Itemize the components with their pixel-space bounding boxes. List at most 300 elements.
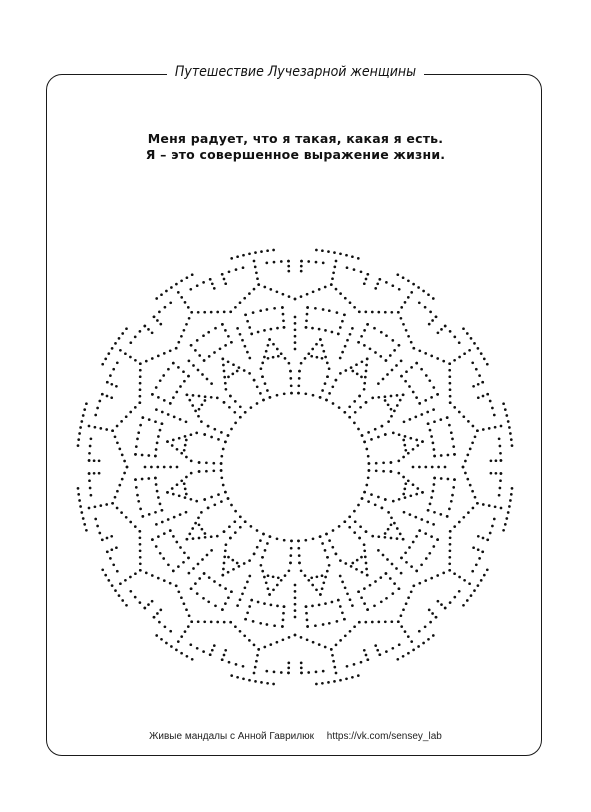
mandala-dot bbox=[482, 428, 485, 431]
mandala-dot bbox=[450, 500, 453, 503]
mandala-dot bbox=[297, 384, 300, 387]
mandala-dot bbox=[239, 333, 242, 336]
mandala-dot bbox=[244, 313, 247, 316]
mandala-dot bbox=[420, 413, 423, 416]
mandala-dot bbox=[116, 441, 119, 444]
mandala-dot bbox=[404, 301, 407, 304]
mandala-dot bbox=[357, 257, 360, 260]
mandala-dot bbox=[248, 372, 251, 375]
mandala-dot bbox=[294, 634, 297, 637]
mandala-dot bbox=[164, 306, 167, 309]
mandala-dot bbox=[282, 638, 285, 641]
mandala-dot bbox=[184, 444, 187, 447]
mandala-dot bbox=[333, 680, 336, 683]
mandala-dot bbox=[477, 383, 480, 386]
mandala-dot bbox=[236, 676, 239, 679]
mandala-dot bbox=[169, 349, 172, 352]
mandala-dot bbox=[239, 526, 242, 529]
mandala-dot bbox=[339, 326, 342, 329]
mandala-dot bbox=[177, 366, 180, 369]
mandala-dot bbox=[377, 396, 380, 399]
mandala-dot bbox=[412, 391, 415, 394]
mandala-dot bbox=[304, 357, 307, 360]
mandala-dot bbox=[175, 347, 178, 350]
mandala-dot bbox=[374, 351, 377, 354]
mandala-dot bbox=[440, 328, 443, 331]
mandala-dot bbox=[256, 385, 259, 388]
mandala-dot bbox=[393, 582, 396, 585]
mandala-dot bbox=[343, 411, 346, 414]
mandala-dot bbox=[382, 378, 385, 381]
mandala-dot bbox=[267, 357, 270, 360]
mandala-dot bbox=[453, 596, 456, 599]
mandala-dot bbox=[326, 375, 329, 378]
mandala-dot bbox=[294, 584, 297, 587]
mandala-dot bbox=[416, 444, 419, 447]
mandala-dot bbox=[335, 644, 338, 647]
mandala-dot bbox=[256, 277, 259, 280]
mandala-dot bbox=[426, 521, 429, 524]
mandala-dot bbox=[294, 328, 297, 331]
mandala-dot bbox=[106, 395, 109, 398]
mandala-dot bbox=[185, 420, 188, 423]
mandala-dot bbox=[207, 425, 210, 428]
mandala-dot bbox=[433, 455, 436, 458]
mandala-dot bbox=[390, 516, 393, 519]
mandala-dot bbox=[508, 505, 511, 508]
mandala-dot bbox=[217, 438, 220, 441]
mandala-dot bbox=[185, 476, 188, 479]
mandala-dot bbox=[361, 434, 364, 437]
mandala-dot bbox=[449, 536, 452, 539]
mandala-dot bbox=[98, 472, 101, 475]
mandala-dot bbox=[363, 382, 366, 385]
mandala-dot bbox=[328, 392, 331, 395]
mandala-dot bbox=[289, 562, 292, 565]
mandala-dot bbox=[139, 536, 142, 539]
mandala-dot bbox=[365, 448, 368, 451]
mandala-dot bbox=[337, 599, 340, 602]
mandala-dot bbox=[294, 335, 297, 338]
mandala-dot bbox=[495, 472, 498, 475]
mandala-dot bbox=[99, 427, 102, 430]
mandala-dot bbox=[167, 413, 170, 416]
mandala-dot bbox=[321, 357, 324, 360]
mandala-dot bbox=[104, 574, 107, 577]
mandala-dot bbox=[280, 352, 283, 355]
mandala-dot bbox=[147, 454, 150, 457]
mandala-dot bbox=[449, 543, 452, 546]
mandala-dot bbox=[298, 554, 301, 557]
mandala-dot bbox=[163, 579, 166, 582]
mandala-dot bbox=[110, 396, 113, 399]
mandala-dot bbox=[353, 625, 356, 628]
mandala-dot bbox=[429, 503, 432, 506]
mandala-dot bbox=[424, 466, 427, 469]
mandala-dot bbox=[234, 422, 237, 425]
mandala-dot bbox=[420, 563, 423, 566]
mandala-dot bbox=[400, 557, 403, 560]
mandala-dot bbox=[267, 344, 270, 347]
mandala-dot bbox=[248, 639, 251, 642]
mandala-dot bbox=[202, 281, 205, 284]
mandala-dot bbox=[185, 493, 188, 496]
mandala-dot bbox=[469, 484, 472, 487]
mandala-dot bbox=[466, 332, 469, 335]
mandala-dot bbox=[173, 516, 176, 519]
mandala-dot bbox=[180, 635, 183, 638]
mandala-dot bbox=[402, 608, 405, 611]
mandala-dot bbox=[186, 655, 189, 658]
mandala-dot bbox=[155, 408, 158, 411]
mandala-dot bbox=[192, 394, 195, 397]
mandala-dot bbox=[210, 496, 213, 499]
mandala-dot bbox=[243, 562, 246, 565]
mandala-dot bbox=[78, 432, 81, 435]
mandala-dot bbox=[467, 511, 470, 514]
mandala-dot bbox=[489, 532, 492, 535]
mandala-dot bbox=[511, 487, 514, 490]
mandala-dot bbox=[400, 306, 403, 309]
mandala-dot bbox=[265, 262, 268, 265]
mandala-dot bbox=[365, 568, 368, 571]
mandala-dot bbox=[257, 331, 260, 334]
mandala-dot bbox=[242, 677, 245, 680]
mandala-dot bbox=[208, 576, 211, 579]
mandala-dot bbox=[288, 636, 291, 639]
mandala-dot bbox=[276, 641, 279, 644]
mandala-dot bbox=[417, 645, 420, 648]
mandala-dot bbox=[310, 355, 313, 358]
mandala-dot bbox=[412, 483, 415, 486]
mandala-dot bbox=[106, 537, 109, 540]
mandala-dot bbox=[410, 291, 413, 294]
mandala-dot bbox=[196, 647, 199, 650]
mandala-dot bbox=[336, 311, 339, 314]
mandala-dot bbox=[125, 415, 128, 418]
mandala-dot bbox=[312, 394, 315, 397]
mandala-dot bbox=[404, 630, 407, 633]
mandala-dot bbox=[148, 418, 151, 421]
mandala-dot bbox=[184, 488, 187, 491]
mandala-dot bbox=[242, 665, 245, 668]
mandala-dot bbox=[311, 327, 314, 330]
mandala-dot bbox=[341, 351, 344, 354]
mandala-dot bbox=[221, 323, 224, 326]
mandala-dot bbox=[311, 348, 314, 351]
mandala-dot bbox=[407, 335, 410, 338]
mandala-dot bbox=[227, 497, 230, 500]
mandala-dot bbox=[261, 556, 264, 559]
mandala-dot bbox=[385, 334, 388, 337]
mandala-dot bbox=[490, 472, 493, 475]
mandala-dot bbox=[393, 349, 396, 352]
mandala-dot bbox=[435, 616, 438, 619]
mandala-dot bbox=[398, 643, 401, 646]
mandala-dot bbox=[151, 393, 154, 396]
mandala-dot bbox=[216, 311, 219, 314]
mandala-dot bbox=[272, 683, 275, 686]
mandala-dot bbox=[139, 388, 142, 391]
mandala-dot bbox=[147, 603, 150, 606]
mandala-dot bbox=[312, 537, 315, 540]
mandala-dot bbox=[368, 469, 371, 472]
mandala-dot bbox=[254, 666, 257, 669]
mandala-dot bbox=[266, 623, 269, 626]
mandala-dot bbox=[283, 392, 286, 395]
mandala-dot bbox=[346, 266, 349, 269]
mandala-dot bbox=[239, 630, 242, 633]
mandala-dot bbox=[203, 572, 206, 575]
mandala-dot bbox=[280, 671, 283, 674]
mandala-dot bbox=[349, 333, 352, 336]
mandala-dot bbox=[213, 503, 216, 506]
mandala-dot bbox=[257, 283, 260, 286]
mandala-dot bbox=[119, 582, 122, 585]
mandala-dot bbox=[378, 278, 381, 281]
mandala-dot bbox=[198, 537, 201, 540]
mandala-dot bbox=[172, 493, 175, 496]
mandala-dot bbox=[179, 385, 182, 388]
mandala-dot bbox=[432, 634, 435, 637]
mandala-dot bbox=[300, 295, 303, 298]
mandala-dot bbox=[312, 290, 315, 293]
mandala-dot bbox=[391, 284, 394, 287]
affirmation-line-2: Я – это совершенное выражение жизни. bbox=[145, 147, 446, 162]
mandala-dot bbox=[177, 590, 180, 593]
mandala-dot bbox=[446, 416, 449, 419]
mandala-dot bbox=[409, 418, 412, 421]
mandala-dot bbox=[353, 510, 356, 513]
mandala-dot bbox=[364, 621, 367, 624]
mandala-dot bbox=[377, 382, 380, 385]
mandala-dot bbox=[510, 493, 513, 496]
mandala-dot bbox=[399, 533, 402, 536]
mandala-dot bbox=[396, 527, 399, 530]
mandala-dot bbox=[332, 402, 335, 405]
mandala-dot bbox=[361, 360, 364, 363]
mandala-dot bbox=[129, 576, 132, 579]
mandala-dot bbox=[483, 358, 486, 361]
mandala-dot bbox=[322, 623, 325, 626]
mandala-dot bbox=[429, 311, 432, 314]
mandala-dot bbox=[182, 370, 185, 373]
mandala-dot bbox=[180, 479, 183, 482]
mandala-dot bbox=[448, 424, 451, 427]
mandala-dot bbox=[147, 477, 150, 480]
mandala-dot bbox=[415, 535, 418, 538]
mandala-dot bbox=[88, 452, 91, 455]
mandala-dot bbox=[80, 511, 83, 514]
mandala-dot bbox=[337, 333, 340, 336]
mandala-dot bbox=[448, 362, 451, 365]
mandala-dot bbox=[493, 414, 496, 417]
mandala-dot bbox=[464, 460, 467, 463]
mandala-dot bbox=[318, 328, 321, 331]
mandala-dot bbox=[354, 520, 357, 523]
mandala-dot bbox=[351, 562, 354, 565]
mandala-dot bbox=[276, 348, 279, 351]
mandala-dot bbox=[321, 682, 324, 685]
mandala-dot bbox=[387, 420, 390, 423]
mandala-dot bbox=[508, 426, 511, 429]
mandala-dot bbox=[335, 288, 338, 291]
mandala-dot bbox=[399, 399, 402, 402]
mandala-dot bbox=[366, 323, 369, 326]
mandala-dot bbox=[134, 525, 137, 528]
mandala-dot bbox=[470, 337, 473, 340]
mandala-dot bbox=[318, 604, 321, 607]
mandala-dot bbox=[154, 477, 157, 480]
mandala-dot bbox=[366, 273, 369, 276]
mandala-dot bbox=[157, 435, 160, 438]
mandala-dot bbox=[374, 503, 377, 506]
mandala-dot bbox=[344, 586, 347, 589]
mandala-dot bbox=[300, 265, 303, 268]
mandala-dot bbox=[360, 661, 363, 664]
mandala-dot bbox=[169, 630, 172, 633]
mandala-dot bbox=[172, 535, 175, 538]
mandala-dot bbox=[221, 658, 224, 661]
mandala-dot bbox=[159, 552, 162, 555]
mandala-dot bbox=[344, 345, 347, 348]
mandala-dot bbox=[435, 315, 438, 318]
mandala-dot bbox=[175, 391, 178, 394]
mandala-dot bbox=[351, 255, 354, 258]
mandala-dot bbox=[371, 397, 374, 400]
mandala-dot bbox=[169, 402, 172, 405]
mandala-dot bbox=[190, 472, 193, 475]
mandala-dot bbox=[392, 500, 395, 503]
mandala-dot bbox=[339, 292, 342, 295]
mandala-dot bbox=[319, 593, 322, 596]
mandala-dot bbox=[415, 396, 418, 399]
mandala-dot bbox=[203, 359, 206, 362]
mandala-dot bbox=[396, 273, 399, 276]
mandala-dot bbox=[390, 461, 393, 464]
mandala-dot bbox=[241, 339, 244, 342]
mandala-dot bbox=[509, 432, 512, 435]
footer-link[interactable]: https://vk.com/sensey_lab bbox=[326, 731, 442, 742]
footer-credit: Живые мандалы с Анной Гаврилюк bbox=[149, 731, 314, 742]
mandala-dot bbox=[391, 369, 394, 372]
mandala-dot bbox=[116, 361, 119, 364]
mandala-dot bbox=[283, 326, 286, 329]
mandala-dot bbox=[325, 399, 328, 402]
mandala-dot bbox=[157, 355, 160, 358]
mandala-dot bbox=[404, 380, 407, 383]
mandala-dot bbox=[202, 334, 205, 337]
mandala-dot bbox=[186, 276, 189, 279]
mandala-dot bbox=[141, 515, 144, 518]
mandala-dot bbox=[297, 540, 300, 543]
mandala-dot bbox=[112, 563, 115, 566]
mandala-dot bbox=[315, 343, 318, 346]
mandala-dot bbox=[202, 597, 205, 600]
mandala-dot bbox=[232, 568, 235, 571]
mandala-dot bbox=[269, 288, 272, 291]
mandala-dot bbox=[375, 462, 378, 465]
mandala-dot bbox=[230, 341, 233, 344]
mandala-dot bbox=[408, 546, 411, 549]
mandala-dot bbox=[449, 401, 452, 404]
mandala-dot bbox=[363, 344, 366, 347]
mandala-dot bbox=[213, 580, 216, 583]
mandala-dot bbox=[453, 478, 456, 481]
mandala-dot bbox=[125, 516, 128, 519]
mandala-dot bbox=[384, 395, 387, 398]
mandala-dot bbox=[470, 594, 473, 597]
page-title bbox=[0, 64, 591, 80]
mandala-dot bbox=[114, 342, 117, 345]
mandala-dot bbox=[486, 538, 489, 541]
mandala-dot bbox=[341, 581, 344, 584]
mandala-dot bbox=[472, 546, 475, 549]
mandala-dot bbox=[294, 590, 297, 593]
mandala-dot bbox=[94, 518, 97, 521]
mandala-dot bbox=[114, 435, 117, 438]
mandala-dot bbox=[224, 549, 227, 552]
mandala-dot bbox=[407, 479, 410, 482]
mandala-dot bbox=[123, 460, 126, 463]
mandala-dot bbox=[500, 425, 503, 428]
mandala-dot bbox=[499, 487, 502, 490]
mandala-dot bbox=[170, 645, 173, 648]
mandala-dot bbox=[305, 605, 308, 608]
mandala-dot bbox=[336, 620, 339, 623]
mandala-dot bbox=[203, 620, 206, 623]
mandala-dot bbox=[125, 327, 128, 330]
mandala-dot bbox=[373, 604, 376, 607]
mandala-dot bbox=[378, 653, 381, 656]
mandala-dot bbox=[210, 549, 213, 552]
mandala-dot bbox=[176, 466, 179, 469]
mandala-dot bbox=[326, 362, 329, 365]
mandala-dot bbox=[137, 500, 140, 503]
mandala-dot bbox=[213, 644, 216, 647]
mandala-dot bbox=[312, 641, 315, 644]
mandala-dot bbox=[297, 547, 300, 550]
mandala-dot bbox=[229, 621, 232, 624]
mandala-dot bbox=[94, 505, 97, 508]
mandala-dot bbox=[248, 292, 251, 295]
mandala-dot bbox=[421, 491, 424, 494]
mandala-dot bbox=[324, 382, 327, 385]
mandala-dot bbox=[440, 477, 443, 480]
mandala-dot bbox=[242, 254, 245, 257]
mandala-dot bbox=[198, 461, 201, 464]
mandala-dot bbox=[331, 277, 334, 280]
mandala-dot bbox=[287, 667, 290, 670]
mandala-dot bbox=[196, 339, 199, 342]
mandala-dot bbox=[390, 311, 393, 314]
mandala-dot bbox=[236, 604, 239, 607]
mandala-dot bbox=[268, 593, 271, 596]
mandala-dot bbox=[139, 382, 142, 385]
mandala-dot bbox=[175, 584, 178, 587]
mandala-dot bbox=[157, 535, 160, 538]
mandala-dot bbox=[447, 478, 450, 481]
mandala-dot bbox=[203, 498, 206, 501]
mandala-dot bbox=[473, 342, 476, 345]
mandala-dot bbox=[105, 428, 108, 431]
mandala-dot bbox=[365, 364, 368, 367]
mandala-dot bbox=[326, 556, 329, 559]
mandala-dot bbox=[344, 369, 347, 372]
mandala-dot bbox=[439, 418, 442, 421]
mandala-dot bbox=[169, 466, 172, 469]
mandala-dot bbox=[238, 565, 241, 568]
